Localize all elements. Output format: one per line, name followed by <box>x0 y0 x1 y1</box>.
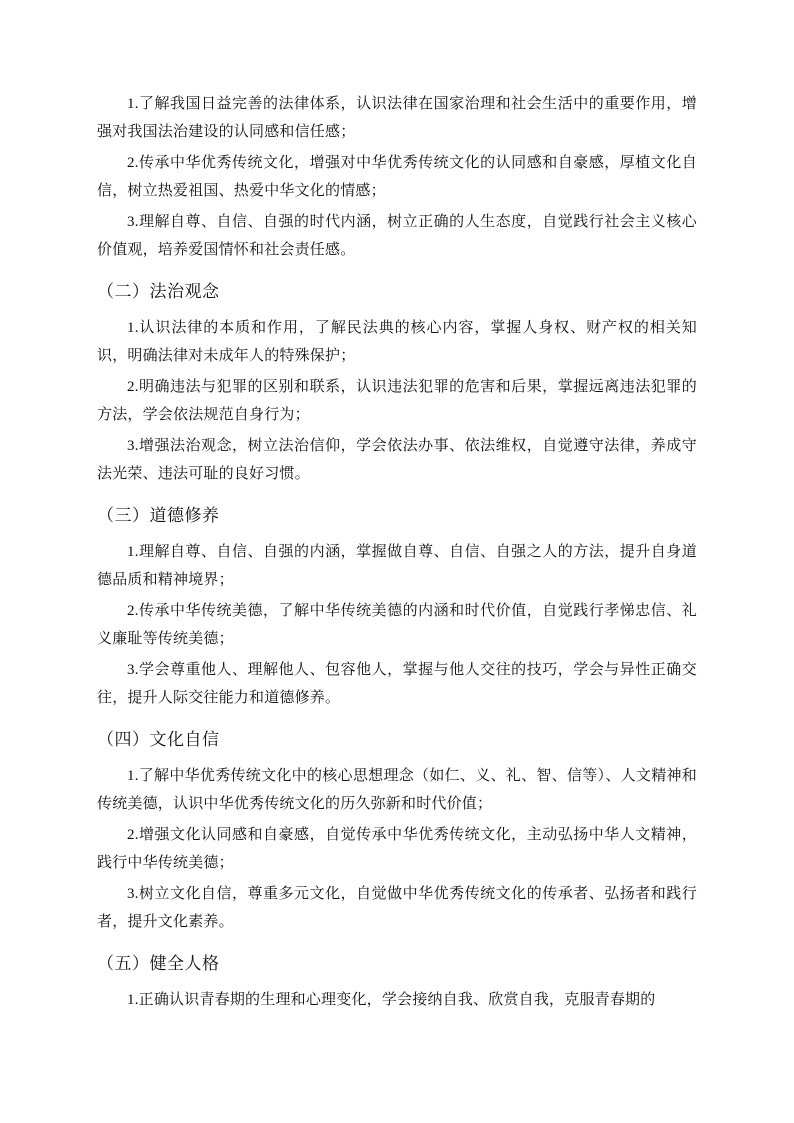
item-text: 正确认识青春期的生理和心理变化，学会接纳自我、欣赏自我，克服青春期的 <box>138 990 656 1008</box>
list-item <box>97 373 697 428</box>
item-number: 3. <box>127 886 139 902</box>
list-item <box>97 314 697 369</box>
item-text: 传承中华优秀传统文化，增强对中华优秀传统文化的认同感和自豪感，厚植文化自信，树立热爱祖国、热爱中华文化的情感； <box>97 153 697 199</box>
item-number: 2. <box>127 155 139 171</box>
item-number: 1. <box>127 320 139 336</box>
item-number: 3. <box>127 214 139 230</box>
item-text: 增强法治观念，树立法治信仰，学会依法办事、依法维权，自觉遵守法律，养成守法光荣、违法可耻的良好习惯。 <box>97 436 697 482</box>
document-body <box>97 90 697 1018</box>
item-text: 学会尊重他人、理解他人、包容他人，掌握与他人交往的技巧，学会与异性正确交往，提升人际交往能力和道德修养。 <box>97 660 697 706</box>
section-heading-rule-of-law: （二）法治观念 <box>97 282 220 302</box>
list-item <box>97 986 697 1014</box>
list-item <box>97 597 697 652</box>
list-item <box>97 90 697 145</box>
list-item <box>97 149 697 204</box>
item-number: 1. <box>127 96 139 112</box>
item-text: 理解自尊、自信、自强的时代内涵，树立正确的人生态度，自觉践行社会主义核心价值观，培养爱国情怀和社会责任感。 <box>97 212 697 258</box>
item-number: 1. <box>127 992 139 1008</box>
list-item <box>97 208 697 263</box>
item-number: 1. <box>127 544 139 560</box>
item-text: 认识法律的本质和作用，了解民法典的核心内容，掌握人身权、财产权的相关知识，明确法律对未成年人的特殊保护； <box>97 318 697 364</box>
item-text: 了解中华优秀传统文化中的核心思想理念（如仁、义、礼、智、信等）、人文精神和传统美德，认识中华优秀传统文化的历久弥新和时代价值； <box>97 766 697 812</box>
list-item <box>97 762 697 817</box>
item-text: 增强文化认同感和自豪感，自觉传承中华优秀传统文化，主动弘扬中华人文精神，践行中华传统美德； <box>97 825 697 871</box>
item-number: 2. <box>127 603 139 619</box>
item-number: 1. <box>127 768 139 784</box>
list-item <box>97 432 697 487</box>
section-heading-cultural-confidence: （四）文化自信 <box>97 730 220 750</box>
section-heading-sound-personality: （五）健全人格 <box>97 954 220 974</box>
list-item <box>97 880 697 935</box>
item-number: 2. <box>127 827 139 843</box>
item-text: 传承中华传统美德，了解中华传统美德的内涵和时代价值，自觉践行孝悌忠信、礼义廉耻等传统美德； <box>97 601 697 647</box>
item-text: 明确违法与犯罪的区别和联系，认识违法犯罪的危害和后果，掌握远离违法犯罪的方法，学会依法规范自身行为； <box>97 377 697 423</box>
item-number: 3. <box>127 438 139 454</box>
list-item <box>97 538 697 593</box>
section-heading-moral-cultivation: （三）道德修养 <box>97 506 220 526</box>
list-item <box>97 656 697 711</box>
list-item <box>97 821 697 876</box>
item-text: 理解自尊、自信、自强的内涵，掌握做自尊、自信、自强之人的方法，提升自身道德品质和精神境界； <box>97 542 697 588</box>
item-text: 了解我国日益完善的法律体系，认识法律在国家治理和社会生活中的重要作用，增强对我国法治建设的认同感和信任感； <box>97 94 697 140</box>
item-number: 2. <box>127 379 139 395</box>
item-number: 3. <box>127 662 139 678</box>
item-text: 树立文化自信，尊重多元文化，自觉做中华优秀传统文化的传承者、弘扬者和践行者，提升文化素养。 <box>97 884 697 930</box>
